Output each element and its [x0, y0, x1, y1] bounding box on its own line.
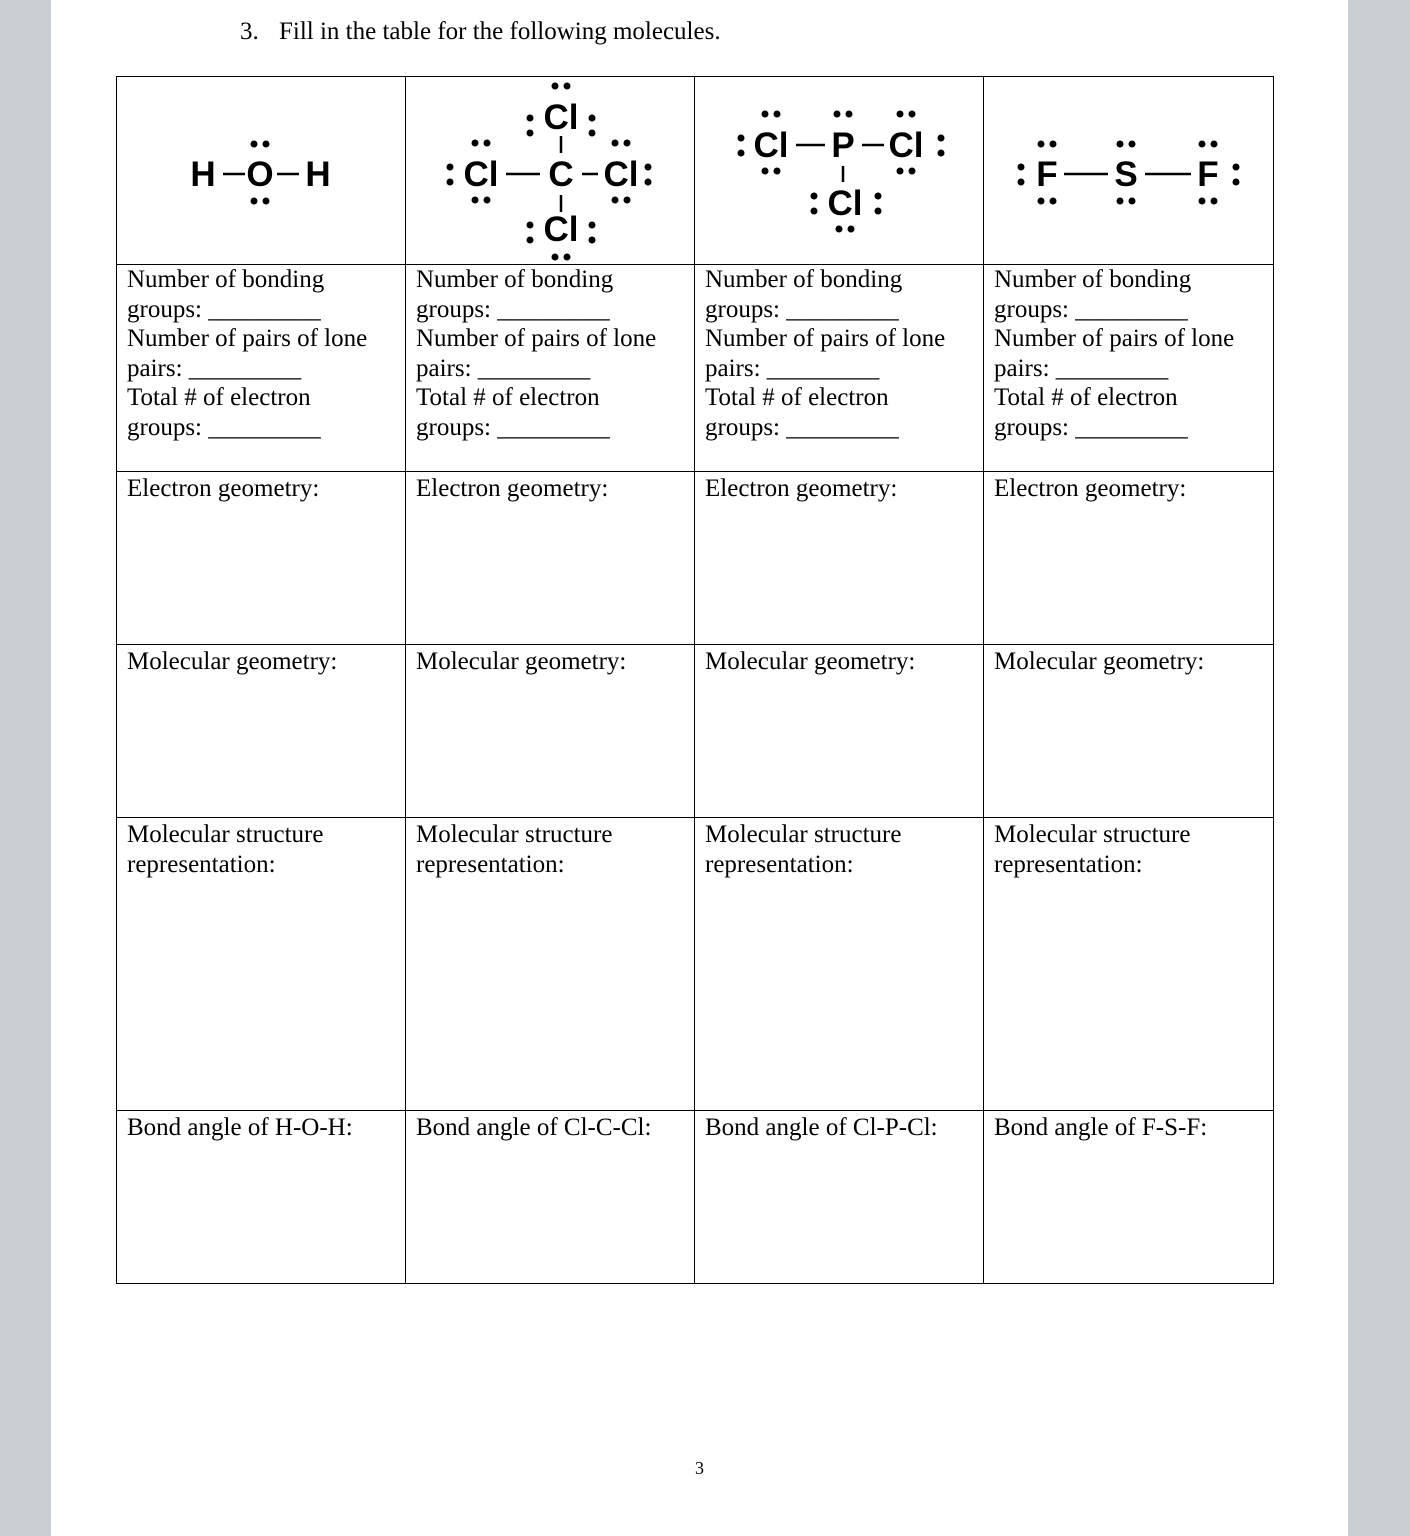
bond-angle-cell[interactable] — [406, 1111, 695, 1284]
structure-representation-cell[interactable] — [117, 818, 406, 1111]
bond-angle-cell[interactable] — [695, 1111, 984, 1284]
atom-cl-right: Cl — [888, 125, 924, 165]
bonding-groups-blank[interactable]: groups: _________ — [416, 295, 610, 323]
electron-geometry-label: Electron geometry: — [994, 475, 1187, 502]
structure-label-line1: Molecular structure — [416, 821, 613, 848]
count-cell — [406, 265, 695, 472]
lewis-structure-row — [117, 77, 1274, 265]
molecular-geometry-label: Molecular geometry: — [127, 648, 338, 675]
electron-count-row — [117, 265, 1274, 472]
atom-f-right: F — [1197, 154, 1219, 194]
atom-h-left: H — [190, 154, 216, 194]
atom-cl-bottom: Cl — [543, 209, 579, 249]
bond-angle-cell[interactable] — [984, 1111, 1274, 1284]
bond-angle-label: Bond angle of H-O-H: — [127, 1114, 353, 1141]
structure-representation-cell[interactable] — [984, 818, 1274, 1111]
molecular-geometry-cell[interactable] — [406, 645, 695, 818]
electron-geometry-label: Electron geometry: — [127, 475, 320, 502]
electron-geometry-cell[interactable] — [695, 472, 984, 645]
structure-label-line1: Molecular structure — [127, 821, 324, 848]
bond-angle-row — [117, 1111, 1274, 1284]
question-number: 3. — [240, 18, 259, 45]
total-groups-label: Total # of electron — [994, 384, 1178, 411]
lone-pairs-blank[interactable]: pairs: _________ — [994, 354, 1169, 382]
total-groups-label: Total # of electron — [127, 384, 311, 411]
structure-cell-pcl3 — [695, 77, 984, 265]
electron-geometry-label: Electron geometry: — [705, 475, 898, 502]
question-text: Fill in the table for the following molecules. — [279, 18, 721, 45]
total-groups-blank[interactable]: groups: _________ — [416, 413, 610, 441]
structure-representation-row — [117, 818, 1274, 1111]
structure-label-line1: Molecular structure — [705, 821, 902, 848]
atom-o-center: O — [246, 154, 274, 194]
worksheet-page — [51, 0, 1348, 1536]
page-number: 3 — [695, 1458, 704, 1478]
structure-label-line1: Molecular structure — [994, 821, 1191, 848]
structure-representation-cell[interactable] — [695, 818, 984, 1111]
atom-cl-bottom: Cl — [827, 183, 863, 223]
molecule-table — [116, 76, 1274, 1284]
bonding-label: Number of bonding — [416, 266, 614, 293]
bonding-label: Number of bonding — [705, 266, 903, 293]
molecular-geometry-label: Molecular geometry: — [994, 648, 1205, 675]
bonding-groups-blank[interactable]: groups: _________ — [127, 295, 321, 323]
molecular-geometry-cell[interactable] — [695, 645, 984, 818]
lone-pairs-label: Number of pairs of lone — [705, 325, 946, 352]
bond-angle-label: Bond angle of Cl-P-Cl: — [705, 1114, 938, 1141]
atom-cl-right: Cl — [603, 154, 639, 194]
question-heading — [240, 18, 721, 46]
atom-h-right: H — [305, 154, 331, 194]
total-groups-blank[interactable]: groups: _________ — [994, 413, 1188, 441]
atom-cl-left: Cl — [463, 154, 499, 194]
bond-angle-label: Bond angle of Cl-C-Cl: — [416, 1114, 652, 1141]
atom-cl-top: Cl — [543, 97, 579, 137]
electron-geometry-cell[interactable] — [984, 472, 1274, 645]
electron-geometry-cell[interactable] — [117, 472, 406, 645]
bonding-label: Number of bonding — [994, 266, 1192, 293]
structure-label-line2: representation: — [416, 850, 565, 878]
count-cell — [984, 265, 1274, 472]
lone-pairs-label: Number of pairs of lone — [994, 325, 1235, 352]
count-cell — [117, 265, 406, 472]
total-groups-blank[interactable]: groups: _________ — [127, 413, 321, 441]
phosphorus-trichloride-lewis-structure — [695, 79, 981, 263]
total-groups-blank[interactable]: groups: _________ — [705, 413, 899, 441]
structure-label-line2: representation: — [705, 850, 854, 878]
count-cell — [695, 265, 984, 472]
molecular-geometry-cell[interactable] — [984, 645, 1274, 818]
total-groups-label: Total # of electron — [416, 384, 600, 411]
molecular-geometry-cell[interactable] — [117, 645, 406, 818]
bonding-label: Number of bonding — [127, 266, 325, 293]
bond-angle-label: Bond angle of F-S-F: — [994, 1114, 1208, 1141]
bonding-groups-blank[interactable]: groups: _________ — [705, 295, 899, 323]
bond-angle-cell[interactable] — [117, 1111, 406, 1284]
water-lewis-structure — [117, 79, 403, 263]
electron-geometry-label: Electron geometry: — [416, 475, 609, 502]
atom-c-center: C — [548, 154, 574, 194]
structure-representation-cell[interactable] — [406, 818, 695, 1111]
atom-s-center: S — [1114, 154, 1138, 194]
atom-p-center: P — [831, 125, 855, 165]
atom-cl-left: Cl — [753, 125, 789, 165]
carbon-tetrachloride-lewis-structure — [406, 79, 692, 263]
sulfur-difluoride-lewis-structure — [984, 79, 1271, 263]
bonding-groups-blank[interactable]: groups: _________ — [994, 295, 1188, 323]
atom-f-left: F — [1036, 154, 1058, 194]
total-groups-label: Total # of electron — [705, 384, 889, 411]
molecular-geometry-label: Molecular geometry: — [705, 648, 916, 675]
lone-pairs-blank[interactable]: pairs: _________ — [416, 354, 591, 382]
molecular-geometry-label: Molecular geometry: — [416, 648, 627, 675]
lone-pairs-blank[interactable]: pairs: _________ — [127, 354, 302, 382]
lone-pairs-blank[interactable]: pairs: _________ — [705, 354, 880, 382]
lone-pairs-label: Number of pairs of lone — [416, 325, 657, 352]
electron-geometry-cell[interactable] — [406, 472, 695, 645]
structure-cell-ccl4 — [406, 77, 695, 265]
molecular-geometry-row — [117, 645, 1274, 818]
electron-geometry-row — [117, 472, 1274, 645]
structure-label-line2: representation: — [127, 850, 276, 878]
structure-cell-sf2 — [984, 77, 1274, 265]
structure-label-line2: representation: — [994, 850, 1143, 878]
lone-pairs-label: Number of pairs of lone — [127, 325, 368, 352]
structure-cell-h2o — [117, 77, 406, 265]
